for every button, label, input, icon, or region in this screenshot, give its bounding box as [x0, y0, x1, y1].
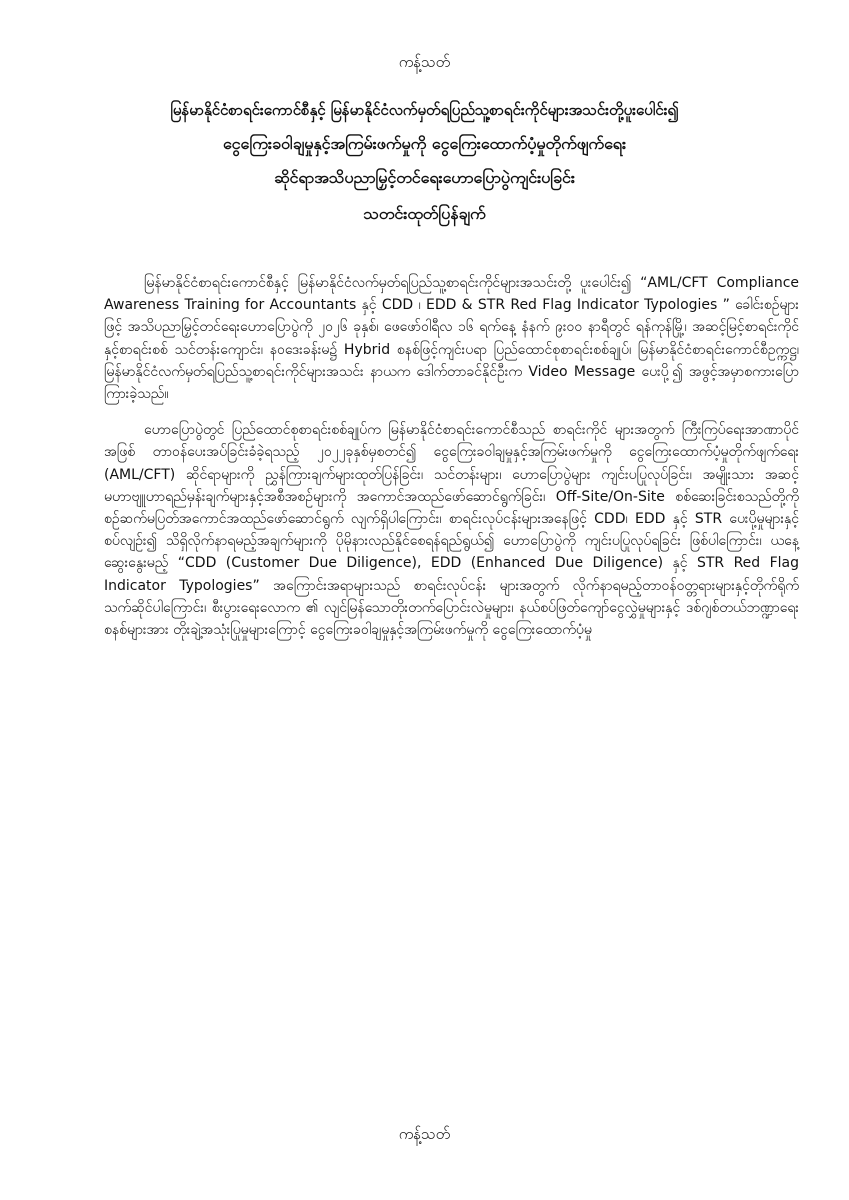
classification-label-top: ကန့်သတ် [398, 53, 451, 71]
title-line-3: ဆိုင်ရာအသိပညာမြှင့်တင်ရေးဟောပြောပွဲကျင်းပခြင်း [274, 168, 575, 187]
press-release-subtitle: သတင်းထုတ်ပြန်ချက် [363, 204, 486, 223]
body-text [104, 272, 799, 641]
paragraph-1: မြန်မာနိုင်ငံစာရင်းကောင်စီနှင့် မြန်မာနိုင်ငံလက်မှတ်ရပြည်သူ့စာရင်းကိုင်များအသင်းတို့ ပူးပေါင်း၍ “AML/CFT Compliance Awareness Training for Accountants နှင့် CDD ၊ EDD & STR Red Flag Indicator Typologies ” ခေါင်းစဉ်များဖြင့် အသိပညာမြှင့်တင်ရေးဟောပြောပွဲကို ၂၀၂၆ ခုနှစ်၊ ဖေဖော်ဝါရီလ ၁၆ ရက်နေ့ နံနက် ၉း၀၀ နာရီတွင် ရန်ကုန်မြို့၊ အဆင့်မြင့်စာရင်းကိုင်နှင့်စာရင်းစစ် သင်တန်းကျောင်း၊ နဝဒေးခန်းမ၌ Hybrid စနစ်ဖြင့်ကျင်းပရာ ပြည်ထောင်စုစာရင်းစစ်ချုပ်၊ မြန်မာနိုင်ငံစာရင်းကောင်စီဥက္ကဋ္ဌ၊ မြန်မာနိုင်ငံလက်မှတ်ရပြည်သူ့စာရင်းကိုင်များအသင်း နာယက ဒေါက်တာခင်နိုင်ဦးက Video Message ပေးပို့၍ အဖွင့်အမှာစကားပြောကြားခဲ့သည်။ [104, 275, 799, 403]
title-line-2: ငွေကြေးခဝါချမှုနှင့်အကြမ်းဖက်မှုကို ငွေကြေးထောက်ပံ့မှုတိုက်ဖျက်ရေး [222, 134, 627, 153]
document-title [70, 100, 779, 224]
paragraph-2: ဟောပြောပွဲတွင် ပြည်ထောင်စုစာရင်းစစ်ချုပ်က မြန်မာနိုင်ငံစာရင်းကောင်စီသည် စာရင်းကိုင် များအတွက် ကြီးကြပ်ရေးအာဏာပိုင်အဖြစ် တာဝန်ပေးအပ်ခြင်းခံခဲ့ရသည့် ၂၀၂၂ခုနှစ်မှစတင်၍ ငွေကြေးခဝါချမှုနှင့်အကြမ်းဖက်မှုကို ငွေကြေးထောက်ပံ့မှုတိုက်ဖျက်ရေး (AML/CFT) ဆိုင်ရာများကို ညွှန်ကြားချက်များထုတ်ပြန်ခြင်း၊ သင်တန်းများ၊ ဟောပြောပွဲများ ကျင်းပပြုလုပ်ခြင်း၊ အမျိုးသား အဆင့်မဟာဗျူဟာရည်မှန်းချက်များနှင့်အစီအစဉ်များကို အကောင်အထည်ဖော်ဆောင်ရွက်ခြင်း၊ Off-Site/On-Site စစ်ဆေးခြင်းစသည်တို့ကို စဉ်ဆက်မပြတ်အကောင်အထည်ဖော်ဆောင်ရွက် လျက်ရှိပါကြောင်း၊ စာရင်းလုပ်ငန်းများအနေဖြင့် CDD၊ EDD နှင့် STR ပေးပို့မှုများနှင့်စပ်လျဉ်း၍ သိရှိလိုက်နာရမည့်အချက်များကို ပိုမိုနားလည်နိုင်စေရန်ရည်ရွယ်၍ ဟောပြောပွဲကို ကျင်းပပြုလုပ်ရခြင်း ဖြစ်ပါကြောင်း၊ ယနေ့ဆွေးနွေးမည့် “CDD (Customer Due Diligence), EDD (Enhanced Due Diligence) နှင့် STR Red Flag Indicator Typologies” အကြောင်းအရာများသည် စာရင်းလုပ်ငန်း များအတွက် လိုက်နာရမည့်တာဝန်ဝတ္တရားများနှင့်တိုက်ရိုက်သက်ဆိုင်ပါကြောင်း၊ စီးပွားရေးလောက ၏ လျင်မြန်သောတိုးတက်ပြောင်းလဲမှုများ၊ နယ်စပ်ဖြတ်ကျော်ငွေလွှဲမှုများနှင့် ဒစ်ဂျစ်တယ်ဘဏ္ဍာရေး စနစ်များအား တိုးချဲ့အသုံးပြုမှုများကြောင့် ငွေကြေးခဝါချမှုနှင့်အကြမ်းဖက်မှုကို ငွေကြေးထောက်ပံ့မှု [104, 422, 799, 639]
title-line-1: မြန်မာနိုင်ငံစာရင်းကောင်စီနှင့် မြန်မာနိုင်ငံလက်မှတ်ရပြည်သူ့စာရင်းကိုင်များအသင်းတို့ပူးပေါင်း၍ [170, 101, 679, 119]
classification-label-bottom: ကန့်သတ် [398, 1125, 451, 1143]
